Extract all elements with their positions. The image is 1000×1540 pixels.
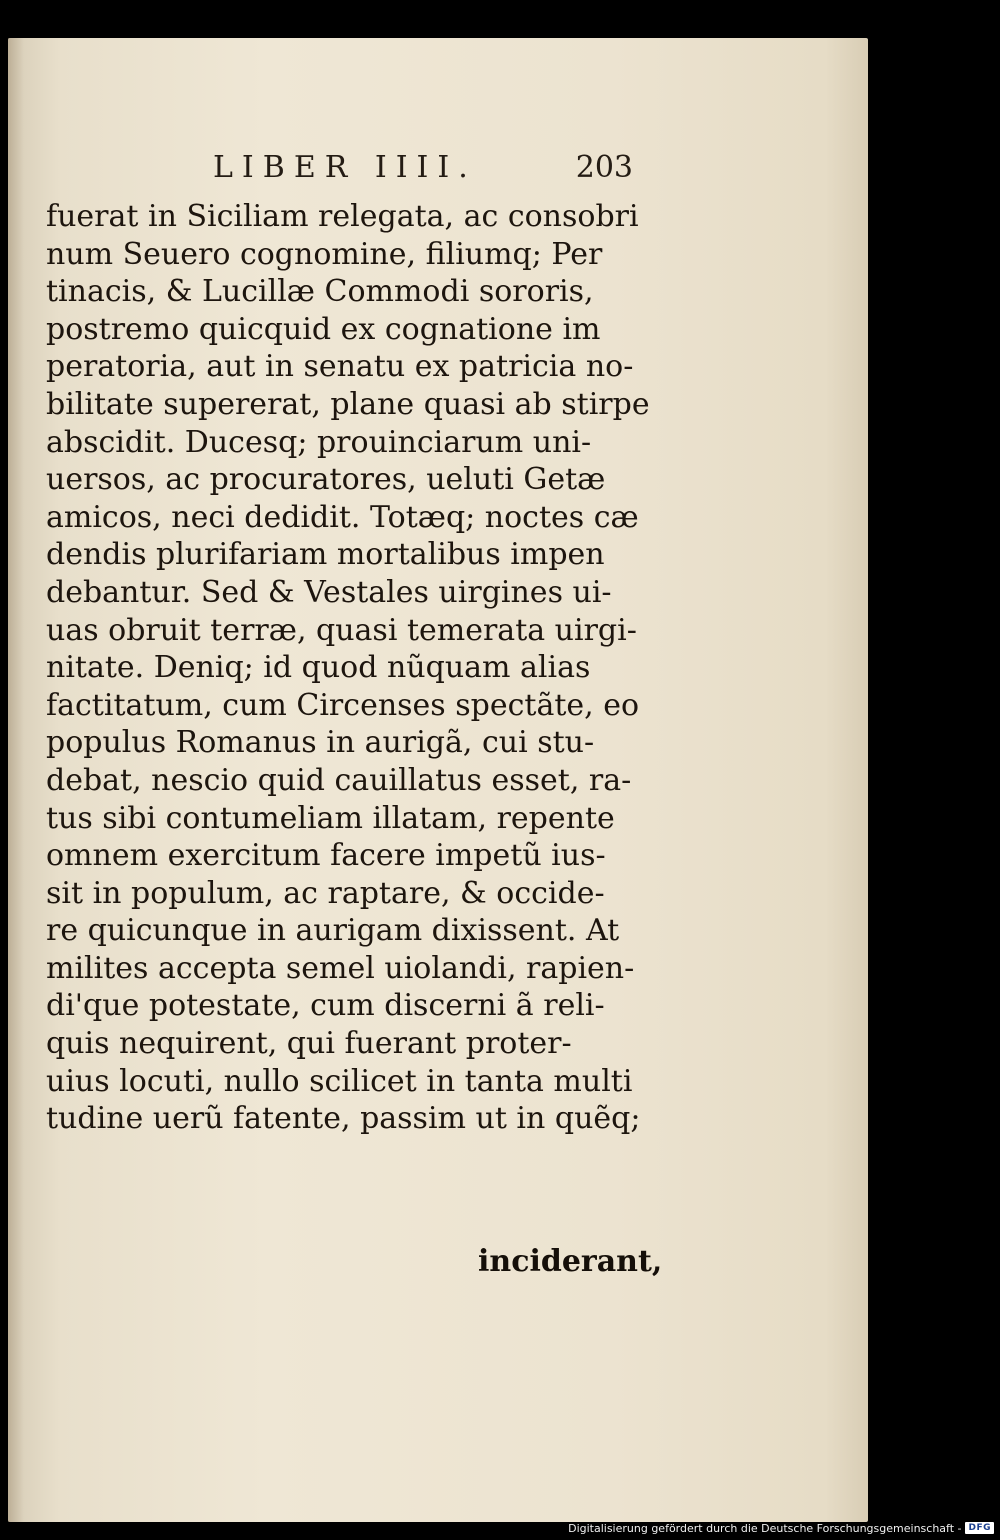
credit-text: Digitalisierung gefördert durch die Deutsche Forschungsgemeinschaft - xyxy=(568,1521,962,1535)
text-line: sit in populum, ac raptare, & occide- xyxy=(46,875,605,911)
text-line: uas obruit terræ, quasi temerata uirgi- xyxy=(46,612,637,648)
page-header xyxy=(213,150,633,190)
text-line: debat, nescio quid cauillatus esset, ra- xyxy=(46,762,632,798)
text-block xyxy=(46,198,686,1138)
text-line: uius locuti, nullo scilicet in tanta multi xyxy=(46,1063,633,1099)
text-line: peratoria, aut in senatu ex patricia no- xyxy=(46,349,634,385)
text-line: uersos, ac procuratores, ueluti Getæ xyxy=(46,462,606,498)
text-line: factitatum, cum Circenses spectãte, eo xyxy=(46,687,640,723)
text-line: debantur. Sed & Vestales uirgines ui- xyxy=(46,574,612,610)
text-line: quis nequirent, qui fuerant proter- xyxy=(46,1026,572,1062)
text-line: dendis plurifariam mortalibus impen xyxy=(46,537,605,573)
text-line: fuerat in Siciliam relegata, ac consobri xyxy=(46,199,639,234)
text-line: nitate. Deniq; id quod nũquam alias xyxy=(46,650,591,686)
text-line: bilitate supererat, plane quasi ab stirpe xyxy=(46,386,650,422)
text-line: tudine uerũ fatente, passim ut in quẽq; xyxy=(46,1101,641,1137)
text-line: tinacis, & Lucillæ Commodi sororis, xyxy=(46,274,594,310)
text-line: milites accepta semel uiolandi, rapien- xyxy=(46,950,635,986)
text-line: populus Romanus in aurigã, cui stu- xyxy=(46,725,595,761)
text-line: tus sibi contumeliam illatam, repente xyxy=(46,800,615,836)
text-line: postremo quicquid ex cognatione im xyxy=(46,311,601,347)
catchword: inciderant, xyxy=(478,1244,663,1279)
book-page xyxy=(8,38,868,1522)
text-line: num Seuero cognomine, filiumq; Per xyxy=(46,236,603,272)
text-line: di'que potestate, cum discerni ã reli- xyxy=(46,988,605,1024)
text-line: omnem exercitum facere impetũ ius- xyxy=(46,838,606,874)
digitization-credit xyxy=(568,1520,994,1536)
running-head: LIBER IIII. xyxy=(213,150,477,185)
text-line: abscidit. Ducesq; prouinciarum uni- xyxy=(46,424,592,460)
text-line: amicos, neci dedidit. Totæq; noctes cæ xyxy=(46,499,639,535)
dfg-logo: DFG xyxy=(965,1522,994,1534)
page-number: 203 xyxy=(575,150,633,185)
text-line: re quicunque in aurigam dixissent. At xyxy=(46,913,620,949)
